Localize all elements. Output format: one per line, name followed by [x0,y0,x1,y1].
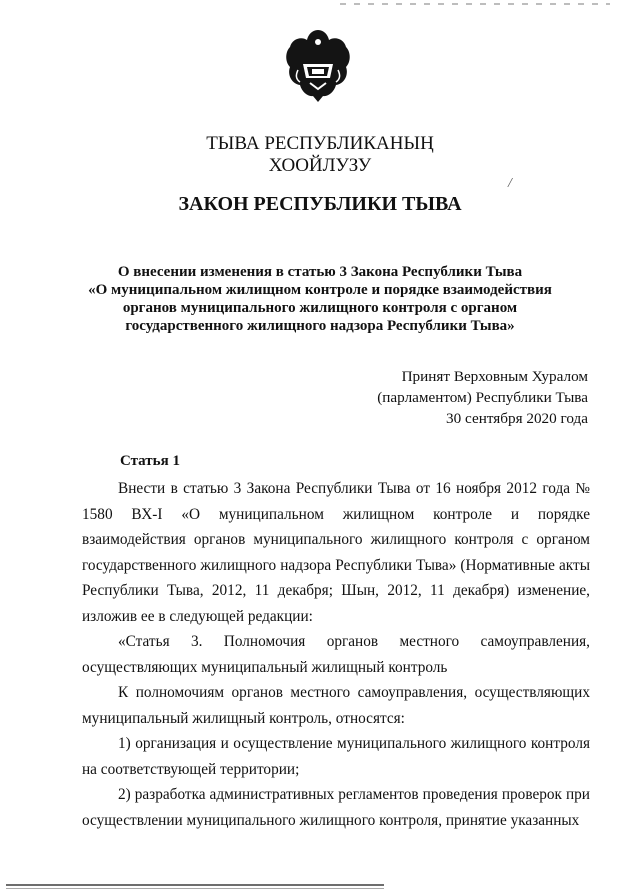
russian-header: ЗАКОН РЕСПУБЛИКИ ТЫВА [178,193,462,215]
tuvan-header-line1: ТЫВА РЕСПУБЛИКАНЫҢ [206,133,434,154]
scan-artifact-bottom [6,884,384,886]
law-title-line4: государственного жилищного надзора Республики Тыва» [125,318,515,334]
coat-of-arms-icon [283,26,353,108]
handwritten-mark: / [508,176,512,191]
scan-artifact-top [340,3,610,5]
law-title-line3: органов муниципального жилищного контроля с органом [122,300,518,316]
adoption-line2: (парламентом) Республики Тыва [377,389,588,406]
law-title [60,263,580,335]
scan-artifact-bottom-thin [6,888,384,889]
article-paragraph: Внести в статью 3 Закона Республики Тыва от 16 ноября 2012 года № 1580 ВХ-I «О муниципальном жилищном контроле и порядке взаимодействия органов муниципального жилищного контроля с органом государственного жилищного надзора Республики Тыва» (Нормативные акты Республики Тыва, 2012, 11 декабря; Шын, 2012, 11 декабря) изменение, изложив ее в следующей редакции: [82,480,590,625]
law-title-line2: «О муниципальном жилищном контроле и порядке взаимодействия [88,282,552,298]
article-paragraph: 2) разработка административных регламентов проведения проверок при осуществлении муниципального жилищного контроля, принятие указанных [82,786,590,829]
article-body [82,476,590,833]
article-paragraph: 1) организация и осуществление муниципального жилищного контроля на соответствующей территории; [82,735,590,778]
adoption-date: 30 сентября 2020 года [446,410,588,427]
article-paragraph: «Статья 3. Полномочия органов местного самоуправления, [118,633,590,650]
tuvan-header-line2: ХООЙЛУЗУ [268,155,372,176]
article-paragraph: осуществляющих муниципальный жилищный контроль [82,658,448,676]
adoption-line1: Принят Верховным Хуралом [401,368,588,385]
tuvan-header [0,133,640,177]
law-title-line1: О внесении изменения в статью 3 Закона Республики Тыва [117,264,523,280]
article-paragraph: К полномочиям органов местного самоуправления, осуществляющих муниципальный жилищный контроль, относятся: [82,684,590,727]
adoption-note [377,366,588,429]
article-heading: Статья 1 [120,453,180,469]
